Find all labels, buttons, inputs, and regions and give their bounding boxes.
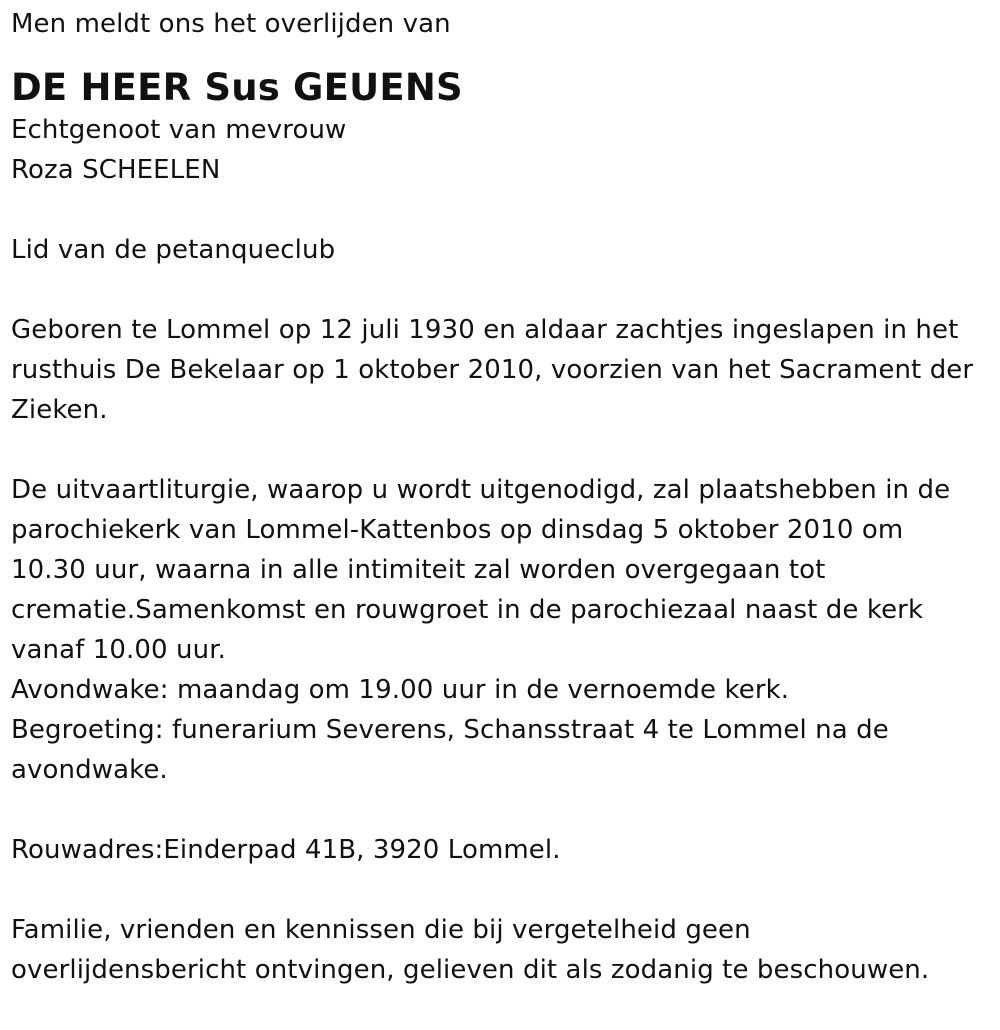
funeral-paragraph xyxy=(11,470,988,790)
intro-text: Men meldt ons het overlijden van xyxy=(11,9,451,39)
paragraph-line: De uitvaartliturgie, waarop u wordt uitgenodigd, zal plaatshebben in de xyxy=(11,475,951,505)
spacer xyxy=(11,270,988,310)
deceased-name: DE HEER Sus GEUENS xyxy=(11,66,463,109)
spouse-line: Echtgenoot van mevrouw xyxy=(11,115,347,145)
greeting-line: Begroeting: funerarium Severens, Schansstraat 4 te Lommel na de xyxy=(11,715,889,745)
paragraph-line: overlijdensbericht ontvingen, gelieven dit als zodanig te beschouwen. xyxy=(11,955,930,985)
paragraph-line: crematie.Samenkomst en rouwgroet in de parochiezaal naast de kerk xyxy=(11,595,924,625)
spouse-name: Roza SCHEELEN xyxy=(11,155,221,185)
paragraph-line: rusthuis De Bekelaar op 1 oktober 2010, voorzien van het Sacrament der xyxy=(11,355,974,385)
paragraph-line: Zieken. xyxy=(11,395,108,425)
spacer xyxy=(11,870,988,910)
spacer xyxy=(11,44,988,62)
paragraph-line: Familie, vrienden en kennissen die bij vergetelheid geen xyxy=(11,915,751,945)
paragraph-line: vanaf 10.00 uur. xyxy=(11,635,226,665)
spacer xyxy=(11,790,988,830)
wake-line: Avondwake: maandag om 19.00 uur in de vernoemde kerk. xyxy=(11,675,790,705)
paragraph-line: Geboren te Lommel op 12 juli 1930 en aldaar zachtjes ingeslapen in het xyxy=(11,315,959,345)
closing-paragraph xyxy=(11,910,988,990)
birth-death-paragraph xyxy=(11,310,988,430)
paragraph-line: avondwake. xyxy=(11,755,168,785)
mourning-address: Rouwadres:Einderpad 41B, 3920 Lommel. xyxy=(11,835,561,865)
membership-text: Lid van de petanqueclub xyxy=(11,235,336,265)
spacer xyxy=(11,190,988,230)
spacer xyxy=(11,430,988,470)
paragraph-line: parochiekerk van Lommel-Kattenbos op dinsdag 5 oktober 2010 om xyxy=(11,515,904,545)
paragraph-line: 10.30 uur, waarna in alle intimiteit zal worden overgegaan tot xyxy=(11,555,826,585)
